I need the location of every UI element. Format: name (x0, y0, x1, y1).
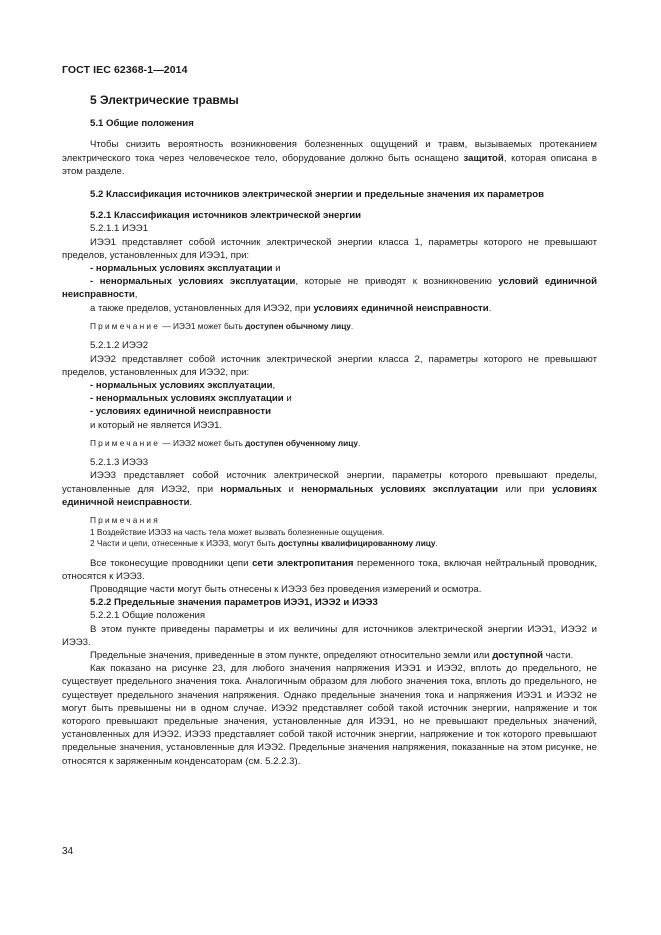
section-5-2-1-2-title: 5.2.1.2 ИЭЭ2 (90, 340, 149, 352)
iee3-note-2: 2 Части и цепи, отнесенные к ИЭЭ3, могут быть доступны квалифицированному лицу. (90, 538, 438, 549)
conductive-parts-paragraph: Проводящие части могут быть отнесены к ИЭЭ3 без проведения измерений и осмотра. (90, 583, 482, 595)
section-5-2-1-1-title: 5.2.1.1 ИЭЭ1 (90, 223, 149, 235)
section-5-2-2-1-paragraph-2: Предельные значения, приведенные в этом пункте, определяют относительно земли или доступной части. (90, 650, 574, 661)
section-5-2-2-1-paragraph-1: В этом пункте приведены параметры и их величины для источников электрической энергии ИЭЭ1, ИЭЭ2 и ИЭЭ3. (62, 623, 597, 648)
iee1-list-item: - ненормальных условиях эксплуатации, которые не приводят к возникновению условий единичной неисправности, (62, 276, 597, 301)
section-5-2-2-title: 5.2.2 Предельные значения параметров ИЭЭ1, ИЭЭ2 и ИЭЭ3 (90, 597, 378, 609)
iee1-note: Примечание — ИЭЭ1 может быть доступен обычному лицу. (90, 320, 354, 331)
iee2-list-item: - ненормальных условиях эксплуатации и (90, 393, 292, 405)
iee2-intro: ИЭЭ2 представляет собой источник электрической энергии класса 2, параметры которого не превышают пределов, установленных для ИЭЭ2, при: (62, 353, 597, 378)
iee2-list-item: - условиях единичной неисправности (90, 406, 272, 418)
iee2-which: и который не является ИЭЭ1. (90, 419, 223, 431)
section-5-2-1-3-title: 5.2.1.3 ИЭЭ3 (90, 457, 149, 469)
iee1-list-item: - нормальных условиях эксплуатации и (90, 263, 281, 275)
iee1-also: а также пределов, установленных для ИЭЭ2, при условиях единичной неисправности. (90, 302, 492, 314)
iee1-intro: ИЭЭ1 представляет собой источник электрической энергии класса 1, параметры которого не превышают пределов, установленных для ИЭЭ1, при: (62, 236, 597, 261)
section-5-1-title: 5.1 Общие положения (90, 118, 194, 130)
notes-label: Примечания (90, 515, 160, 526)
page-number: 34 (62, 846, 74, 857)
section-5-2-2-1-title: 5.2.2.1 Общие положения (90, 610, 206, 622)
iee2-note: Примечание — ИЭЭ2 может быть доступен обученному лицу. (90, 437, 361, 448)
conductors-paragraph: Все токонесущие проводники цепи сети электропитания переменного тока, включая нейтральный проводник, относятся к ИЭЭ3. (62, 557, 597, 582)
iee3-paragraph: ИЭЭ3 представляет собой источник электрической энергии, параметры которого превышают пределы, установленные для ИЭЭ2, при нормальных и ненормальных условиях эксплуатации или при условиях единичной неисправности. (62, 470, 597, 508)
section-5-2-1-title: 5.2.1 Классификация источников электрической энергии (90, 210, 362, 222)
iee2-list-item: - нормальных условиях эксплуатации, (90, 379, 276, 391)
page-content (62, 88, 597, 768)
section-5-1-paragraph: Чтобы снизить вероятность возникновения болезненных ощущений и травм, вызываемых протеканием электрического тока через человеческое тело, оборудование должно быть оснащено защитой, которая описана в этом разделе. (62, 139, 597, 177)
standard-header: ГОСТ IEC 62368-1—2014 (62, 64, 188, 76)
iee3-notes (90, 515, 597, 550)
section-5-2-title: 5.2 Классификация источников электрической энергии и предельные значения их параметров (90, 189, 545, 201)
iee3-note-1: 1 Воздействие ИЭЭ3 на часть тела может вызвать болезненные ощущения. (90, 526, 385, 537)
section-5-2-2-1-paragraph-3: Как показано на рисунке 23, для любого значения напряжения ИЭЭ1 и ИЭЭ2, вплоть до предельного, не существует предельного значения тока. Аналогичным образом для любого значения тока, вплоть до предельного, не существует предельного значения напряжения. Однако предельные значения тока и напряжения ИЭЭ1 и ИЭЭ2 не могут быть превышены ни в одном случае. ИЭЭ2 представляет собой такой источник энергии, напряжение и ток которого превышают предельные значения, установленные для ИЭЭ1, но не превышают предельных значений, установленных для ИЭЭ2. ИЭЭ3 представляет собой такой источник энергии, напряжение и ток которого превышают предельные значения, установленные для ИЭЭ2. Предельные значения напряжения, показанные на этом рисунке, не относятся к заряженным конденсаторам (см. 5.2.2.3). (62, 663, 597, 767)
section-5-title: 5 Электрические травмы (90, 93, 239, 107)
